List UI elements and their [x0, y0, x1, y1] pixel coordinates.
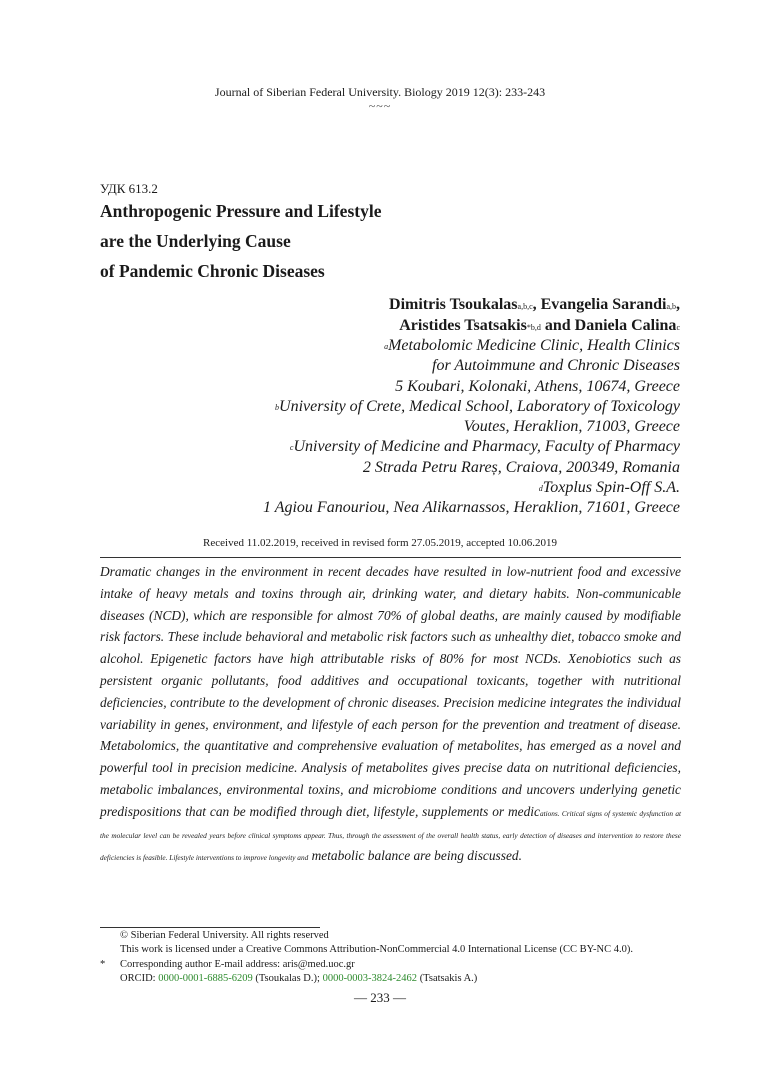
- author-affil-sup: c: [676, 323, 680, 332]
- author-affil-sup: a,b: [666, 302, 676, 311]
- license-line: [100, 943, 700, 957]
- author-name: Aristides Tsatsakis: [399, 317, 527, 334]
- author-affil-sup: a,b,c: [517, 302, 533, 311]
- journal-header: Journal of Siberian Federal University. Biology 2019 12(3): 233-243: [214, 85, 546, 99]
- copyright-line: [100, 929, 700, 943]
- orcid-line: [100, 972, 700, 986]
- affiliation-line: for Autoimmune and Chronic Diseases: [432, 357, 680, 375]
- affiliation-text: University of Crete, Medical School, Laboratory of Toxicology: [279, 397, 680, 415]
- author-separator: and: [540, 317, 575, 334]
- affiliation-line: 5 Koubari, Kolonaki, Athens, 10674, Greece: [395, 377, 680, 395]
- affiliation-line: [263, 437, 680, 457]
- affiliation-line: 1 Agiou Fanouriou, Nea Alikarnassos, Heraklion, 71601, Greece: [263, 499, 680, 517]
- author-line: [389, 315, 680, 336]
- author-list: [389, 294, 680, 336]
- affiliation-line: [263, 478, 680, 498]
- author-name: Daniela Calina: [574, 317, 677, 334]
- article-title: [100, 196, 381, 286]
- license-text: This work is licensed under a Creative Commons Attribution-NonCommercial 4.0 International License (CC BY-NC 4.0).: [120, 944, 633, 956]
- affiliation-line: Voutes, Heraklion, 71003, Greece: [463, 418, 680, 436]
- author-separator: ,: [676, 296, 680, 313]
- orcid-owner: (Tsatsakis A.): [417, 973, 478, 985]
- affiliation-text: Toxplus Spin-Off S.A.: [542, 479, 680, 497]
- corresponding-author-line: [100, 958, 700, 972]
- author-name: Dimitris Tsoukalas: [389, 296, 518, 313]
- affiliation-line: 2 Strada Petru Rareș, Craiova, 200349, Romania: [362, 458, 680, 476]
- footnote-mark: *: [100, 958, 106, 970]
- abstract-divider: [100, 557, 681, 558]
- affiliations: [263, 336, 680, 519]
- orcid-link[interactable]: 0000-0003-3824-2462: [322, 973, 418, 985]
- author-affil-sup: *b,d: [526, 323, 541, 332]
- author-line: [389, 294, 680, 315]
- abstract-text: Dramatic changes in the environment in recent decades have resulted in low-nutrient food and excessive intake of heavy metals and toxins through air, drinking water, and dietary habits. Non-communicable diseases (NCD), which are responsible for almost 70% of global deaths, are mainly caused by modifiable risk factors. These include behavioral and metabolic risk factors such as unhealthy diet, tobacco smoke and alcohol. Epigenetic factors have high attributable risks of 80% for most NCDs. Xenobiotics such as persistent organic pollutants, food additives and occupational toxicants, together with nutritional deficiencies, contribute to the development of chronic diseases. Precision medicine integrates the individual variability in genes, environment, and lifestyle of each person for the prevention and treatment of disease. Metabolomics, the quantitative and comprehensive evaluation of metabolites, has emerged as a novel and powerful tool in precision medicine. Analysis of metabolites gives precise data on nutritional deficiencies, metabolic imbalances, environmental toxins, and microbiome conditions and uncovers underlying genetic predispositions that can be modified through diet, lifestyle, supplements or medic: [100, 564, 681, 819]
- abstract: [100, 561, 681, 867]
- orcid-label: ORCID:: [120, 973, 159, 985]
- title-line: of Pandemic Chronic Diseases: [100, 261, 325, 281]
- footnote-divider: [100, 927, 320, 928]
- received-dates: Received 11.02.2019, received in revised form 27.05.2019, accepted 10.06.2019: [203, 537, 557, 549]
- affiliation-sup: a: [384, 342, 389, 351]
- affiliation-sup: b: [275, 402, 280, 412]
- affiliation-sup: d: [538, 484, 543, 494]
- affiliation-text: Metabolomic Medicine Clinic, Health Clinics: [388, 337, 680, 354]
- copyright-text: © Siberian Federal University. All rights reserved: [120, 930, 329, 941]
- affiliation-sup: c: [289, 443, 294, 453]
- affiliation-line: [263, 336, 680, 356]
- footnotes: [100, 929, 700, 987]
- abstract-text-end: metabolic balance are being discussed.: [308, 847, 522, 863]
- orcid-link[interactable]: 0000-0001-6885-6209: [158, 973, 253, 985]
- abstract-small-text: ations. Critical signs of systemic dysfunction at the molecular level can be revealed years before clinical symptoms appear. Thus, through the assessment of the overall health status, early detection of diseases and intervention to restore these deficiencies is feasible. Lifestyle interventions to improve longevity and: [100, 808, 681, 862]
- corresponding-author-text: Corresponding author E-mail address: aris@med.uoc.gr: [120, 958, 355, 970]
- orcid-owner: (Tsoukalas D.);: [252, 973, 323, 985]
- header-ornament: ~~~: [368, 99, 392, 113]
- affiliation-line: [263, 397, 680, 417]
- affiliation-text: University of Medicine and Pharmacy, Faculty of Pharmacy: [293, 438, 680, 456]
- author-name: Evangelia Sarandi: [540, 296, 667, 313]
- page-number: — 233 —: [354, 990, 406, 1005]
- title-line: are the Underlying Cause: [100, 231, 291, 251]
- udk-code: УДК 613.2: [100, 181, 158, 196]
- title-line: Anthropogenic Pressure and Lifestyle: [100, 201, 382, 221]
- author-separator: ,: [532, 296, 541, 313]
